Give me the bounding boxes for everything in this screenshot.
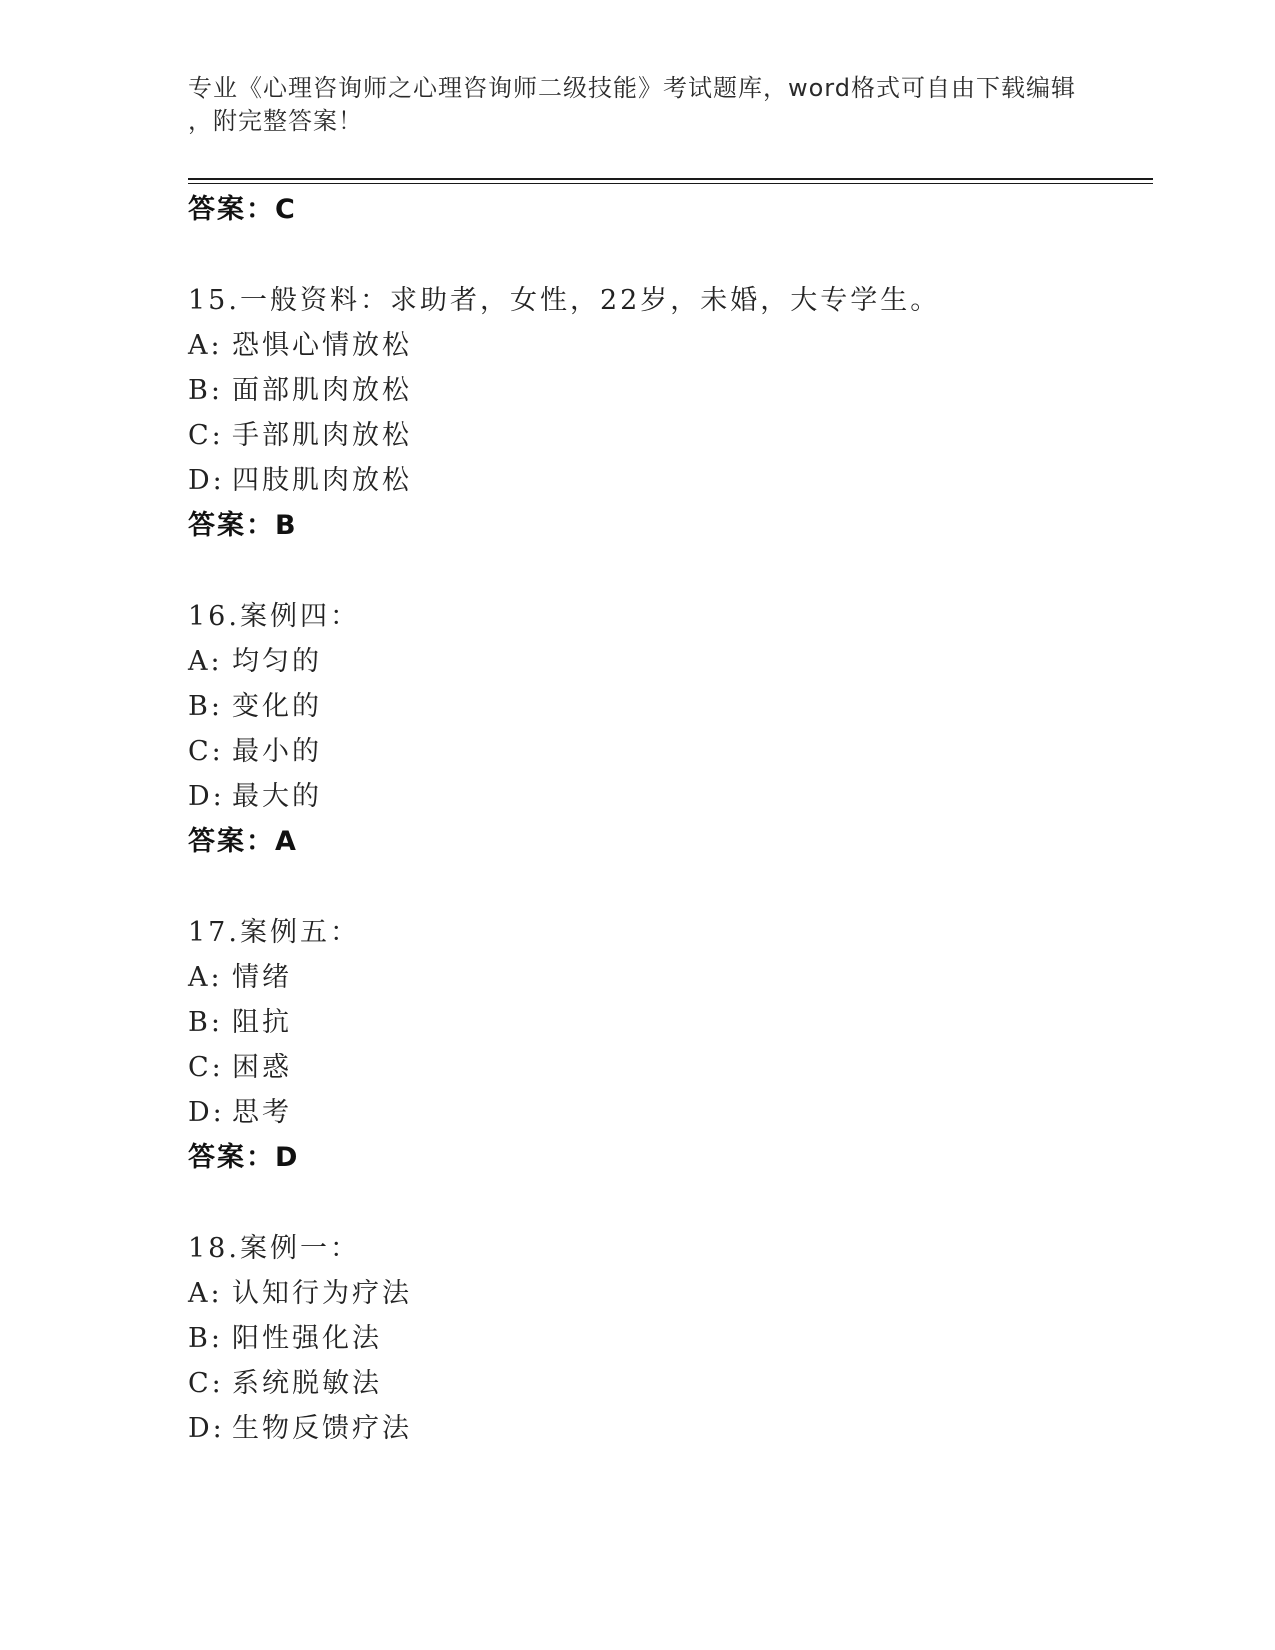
option-d: [188, 780, 322, 814]
option-text: 系统脱敏法: [232, 1368, 382, 1399]
option-b: [188, 1322, 382, 1356]
option-text: 面部肌肉放松: [232, 375, 412, 406]
option-label: D:: [188, 781, 225, 812]
option-b: [188, 690, 322, 724]
option-a: [188, 329, 412, 363]
option-a: [188, 1277, 412, 1311]
option-label: C:: [188, 1368, 224, 1399]
option-c: [188, 419, 412, 453]
option-d: [188, 464, 412, 498]
option-text: 最小的: [232, 736, 322, 767]
option-text: 最大的: [232, 781, 322, 812]
option-text: 认知行为疗法: [232, 1278, 412, 1309]
option-a: [188, 645, 322, 679]
option-text: 变化的: [232, 691, 322, 722]
answer-line: 答案：A: [188, 826, 298, 857]
option-label: D:: [188, 1097, 225, 1128]
option-c: [188, 1051, 292, 1085]
option-label: D:: [188, 1413, 225, 1444]
option-d: [188, 1412, 412, 1446]
option-c: [188, 735, 322, 769]
option-label: A:: [188, 1278, 223, 1309]
option-text: 阻抗: [232, 1007, 292, 1038]
option-text: 手部肌肉放松: [232, 420, 412, 451]
option-label: A:: [188, 330, 223, 361]
option-text: 困惑: [232, 1052, 292, 1083]
option-b: [188, 1006, 292, 1040]
answer-line: 答案：C: [188, 194, 297, 225]
option-text: 生物反馈疗法: [232, 1413, 412, 1444]
header-divider-thick: [188, 178, 1153, 180]
option-label: A:: [188, 962, 223, 993]
option-label: C:: [188, 1052, 224, 1083]
option-c: [188, 1367, 382, 1401]
option-label: B:: [188, 375, 223, 406]
option-b: [188, 374, 412, 408]
option-label: C:: [188, 420, 224, 451]
option-text: 阳性强化法: [232, 1323, 382, 1354]
option-label: B:: [188, 691, 223, 722]
option-text: 恐惧心情放松: [232, 330, 412, 361]
option-label: A:: [188, 646, 223, 677]
question-stem: 18.案例一：: [188, 1233, 360, 1264]
header-divider-thin: [188, 183, 1153, 184]
option-text: 均匀的: [232, 646, 322, 677]
option-label: C:: [188, 736, 224, 767]
header-line-1: 专业《心理咨询师之心理咨询师二级技能》考试题库，word格式可自由下载编辑: [188, 74, 1076, 102]
answer-line: 答案：D: [188, 1142, 300, 1173]
option-label: D:: [188, 465, 225, 496]
option-text: 情绪: [232, 962, 292, 993]
document-header: [188, 72, 1088, 138]
option-d: [188, 1096, 292, 1130]
option-label: B:: [188, 1323, 223, 1354]
option-label: B:: [188, 1007, 223, 1038]
question-stem: 16.案例四：: [188, 601, 360, 632]
question-stem: 15.一般资料：求助者，女性，22岁，未婚，大专学生。: [188, 285, 941, 316]
question-stem: 17.案例五：: [188, 917, 360, 948]
option-text: 四肢肌肉放松: [232, 465, 412, 496]
option-a: [188, 961, 292, 995]
header-line-2: ，附完整答案！: [188, 107, 363, 135]
option-text: 思考: [232, 1097, 292, 1128]
answer-line: 答案：B: [188, 510, 298, 541]
